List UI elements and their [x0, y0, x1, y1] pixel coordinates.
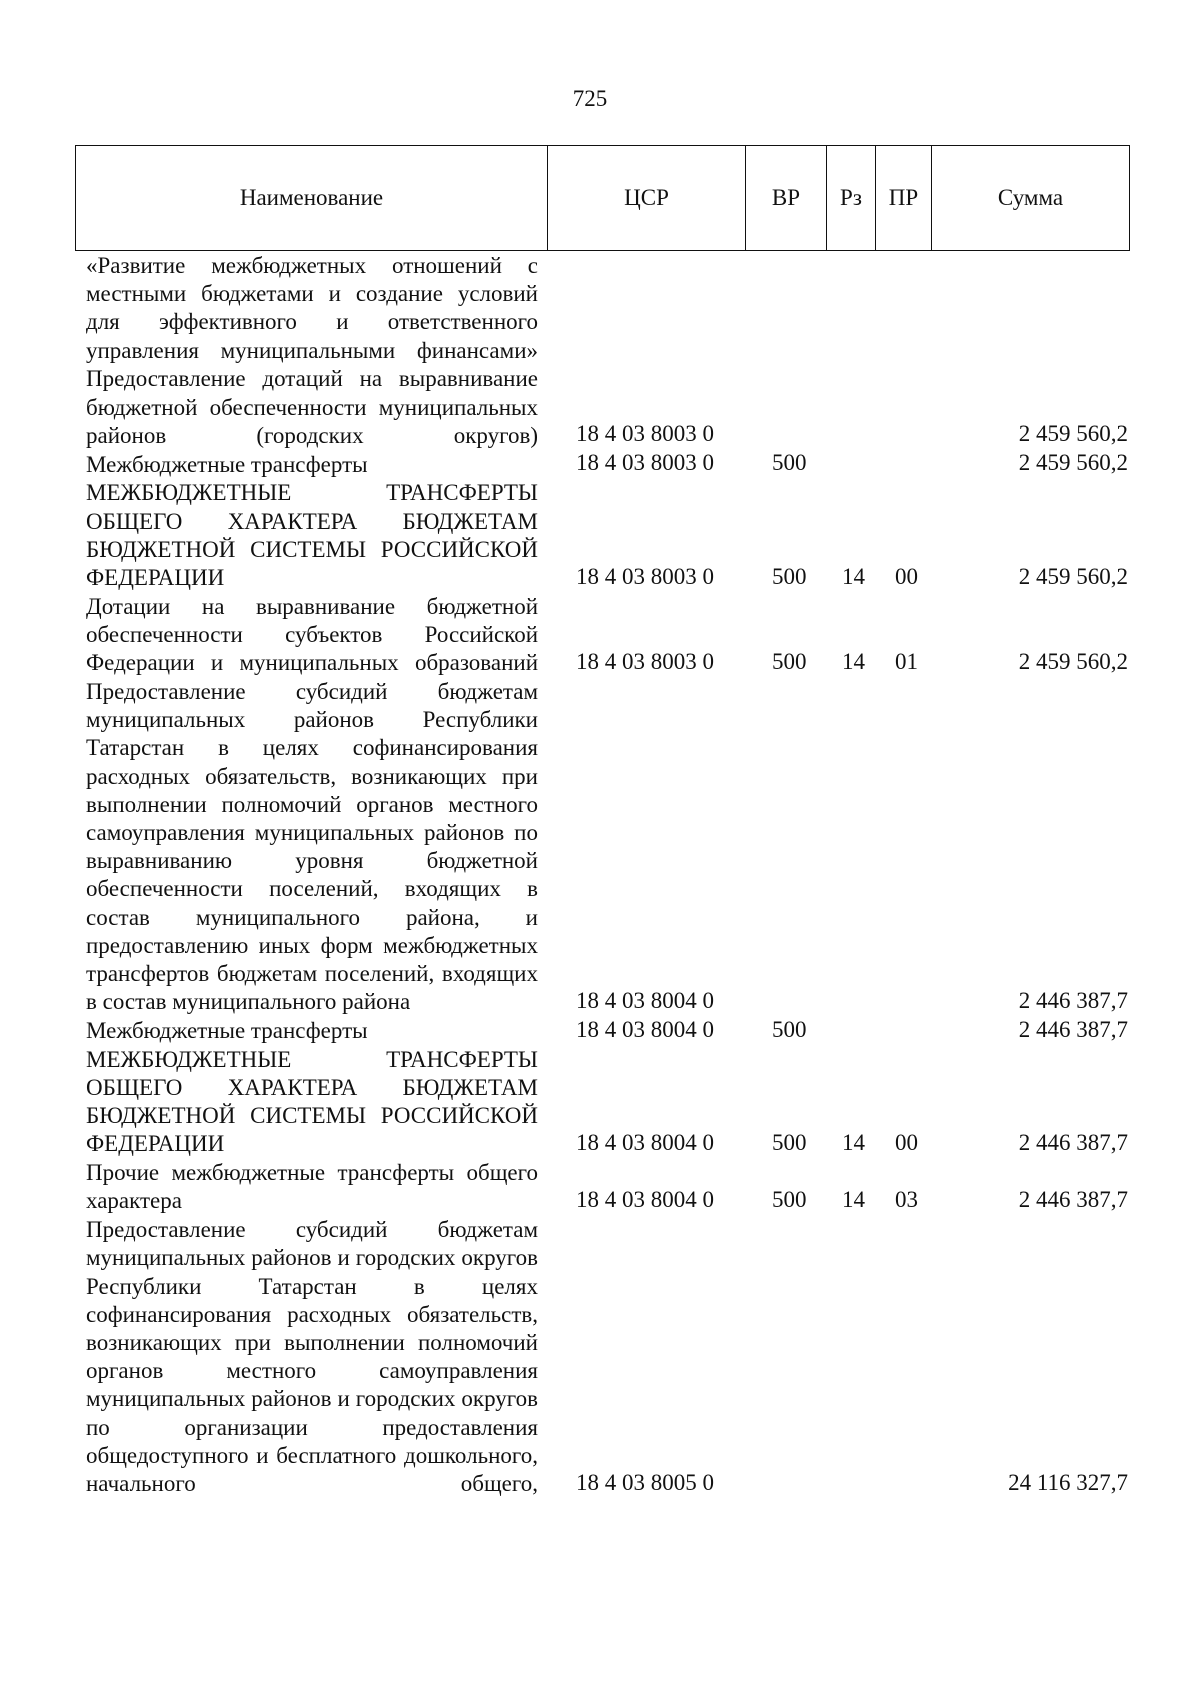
row-pr: 01: [895, 648, 918, 674]
table-header: [75, 145, 1130, 251]
row-csr: 18 4 03 8004 0: [576, 1130, 714, 1156]
table-row: [86, 365, 1136, 450]
row-name: Межбюджетные трансферты: [86, 451, 368, 477]
row-pr: 03: [895, 1187, 918, 1213]
row-csr: 18 4 03 8005 0: [576, 1469, 714, 1495]
row-rz: 14: [842, 1130, 865, 1156]
row-name: МЕЖБЮДЖЕТНЫЕ ТРАНСФЕРТЫ ОБЩЕГО ХАРАКТЕРА БЮДЖЕТАМ БЮДЖЕТНОЙ СИСТЕМЫ РОССИЙСКОЙ ФЕДЕРАЦИИ: [86, 480, 538, 591]
row-vr: 500: [772, 1130, 807, 1156]
row-name: Дотации на выравнивание бюджетной обеспеченности субъектов Российской Федерации и муниципальных образований: [86, 593, 538, 676]
row-name: Прочие межбюджетные трансферты общего характера: [86, 1160, 538, 1214]
page-number: 725: [572, 86, 608, 111]
row-vr: 500: [772, 1187, 807, 1213]
table-row: [86, 678, 1136, 1017]
row-name: Предоставление дотаций на выравнивание бюджетной обеспеченности муниципальных районов (городских округов): [86, 366, 538, 448]
row-sum: 24 116 327,7: [1008, 1469, 1128, 1495]
table-row: [86, 1046, 1136, 1159]
row-vr: 500: [772, 563, 807, 589]
row-pr: 00: [895, 563, 918, 589]
header-pr: ПР: [876, 146, 932, 251]
row-vr: 500: [772, 1016, 807, 1042]
row-vr: 500: [772, 450, 807, 476]
row-rz: 14: [842, 563, 865, 589]
row-csr: 18 4 03 8003 0: [576, 450, 714, 476]
table-row: [86, 1017, 1136, 1046]
table-row: [86, 479, 1136, 592]
row-sum: 2 459 560,2: [1018, 563, 1128, 589]
row-csr: 18 4 03 8004 0: [576, 1016, 714, 1042]
row-sum: 2 446 387,7: [1018, 1187, 1128, 1213]
row-rz: 14: [842, 1187, 865, 1213]
row-sum: 2 459 560,2: [1018, 421, 1128, 447]
row-sum: 2 446 387,7: [1018, 987, 1128, 1013]
table-row: [86, 252, 1136, 365]
row-name: Предоставление субсидий бюджетам муниципальных районов Республики Татарстан в целях софинансирования расходных обязательств, возникающих при выполнении полномочий органов местного самоуправления муниципальных районов по выравниванию уровня бюджетной обеспеченности поселений, входящих в состав муниципального района, и предоставлению иных форм межбюджетных трансфертов бюджетам поселений, входящих в состав муниципального района: [86, 679, 538, 1015]
row-sum: 2 446 387,7: [1018, 1016, 1128, 1042]
row-vr: 500: [772, 648, 807, 674]
row-name: «Развитие межбюджетных отношений с местными бюджетами и создание условий для эффективного и ответственного управления муниципальными финансами»: [86, 253, 538, 363]
header-sum: Сумма: [932, 146, 1130, 251]
header-csr: ЦСР: [548, 146, 746, 251]
row-rz: 14: [842, 648, 865, 674]
table-row: [86, 1216, 1136, 1499]
table-row: [86, 593, 1136, 678]
row-csr: 18 4 03 8004 0: [576, 987, 714, 1013]
table-body: [86, 252, 1136, 1499]
table-row: [86, 1159, 1136, 1216]
row-csr: 18 4 03 8004 0: [576, 1187, 714, 1213]
header-name: Наименование: [76, 146, 548, 251]
row-csr: 18 4 03 8003 0: [576, 563, 714, 589]
header-vr: ВР: [746, 146, 827, 251]
row-name: Межбюджетные трансферты: [86, 1018, 368, 1044]
row-csr: 18 4 03 8003 0: [576, 648, 714, 674]
row-sum: 2 459 560,2: [1018, 648, 1128, 674]
table-row: [86, 451, 1136, 480]
row-pr: 00: [895, 1130, 918, 1156]
row-csr: 18 4 03 8003 0: [576, 421, 714, 447]
row-name: МЕЖБЮДЖЕТНЫЕ ТРАНСФЕРТЫ ОБЩЕГО ХАРАКТЕРА БЮДЖЕТАМ БЮДЖЕТНОЙ СИСТЕМЫ РОССИЙСКОЙ ФЕДЕРАЦИИ: [86, 1046, 538, 1157]
row-sum: 2 459 560,2: [1018, 450, 1128, 476]
row-name: Предоставление субсидий бюджетам муниципальных районов и городских округов Республики Татарстан в целях софинансирования расходных обязательств, возникающих при выполнении полномочий органов местного самоуправления муниципальных районов и городских округов по организации предоставления общедоступного и бесплатного дошкольного, начального общего,: [86, 1217, 538, 1497]
header-rz: Рз: [827, 146, 876, 251]
row-sum: 2 446 387,7: [1018, 1130, 1128, 1156]
